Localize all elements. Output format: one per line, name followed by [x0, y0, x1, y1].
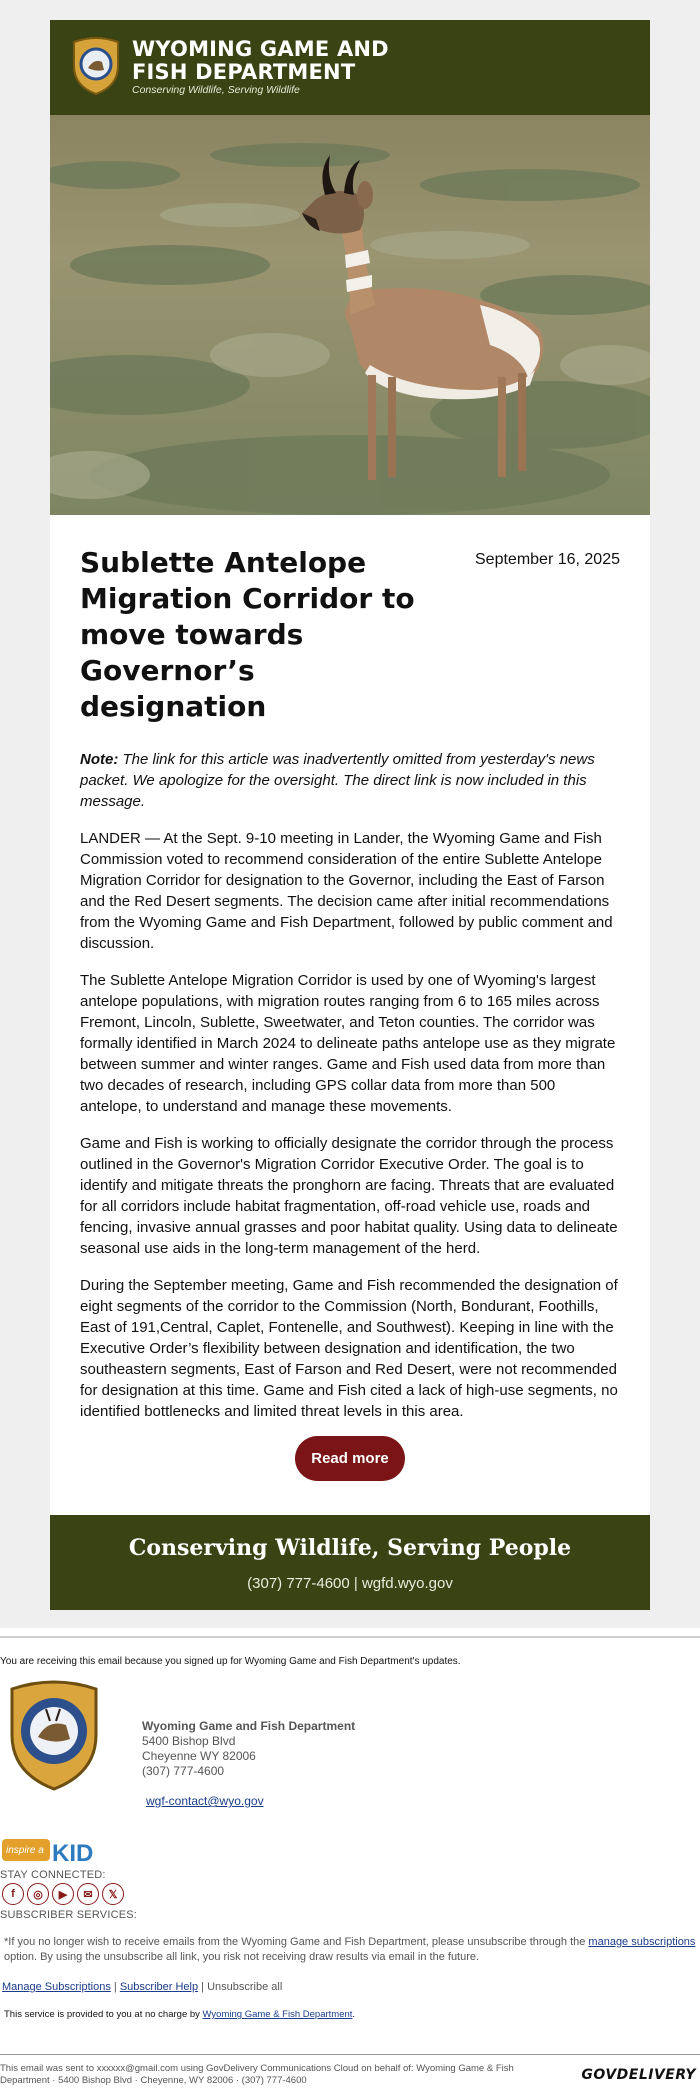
- org-email-link[interactable]: wgf-contact@wyo.gov: [146, 1794, 264, 1808]
- org-name: Wyoming Game and Fish Department: [142, 1719, 356, 1733]
- article-headline: Sublette Antelope Migration Corridor to move towards Governor’s designation: [80, 546, 415, 723]
- stay-connected-label: STAY CONNECTED:: [0, 1869, 106, 1881]
- read-more-wrap: [80, 1422, 620, 1495]
- instagram-icon[interactable]: ◎: [27, 1883, 49, 1905]
- article-note-label: Note:: [80, 751, 119, 768]
- email-icon[interactable]: ✉: [77, 1883, 99, 1905]
- org-title-line2: FISH DEPARTMENT: [132, 60, 356, 84]
- org-title-line1: WYOMING GAME AND: [132, 37, 389, 61]
- article-paragraph: The Sublette Antelope Migration Corridor is used by one of Wyoming's largest antelope populations, with migration routes ranging from 6 to 165 miles across Fremont, Lincoln, Sublette, Sweetwater, and Teton counties. The corridor was formally identified in March 2024 to delineate paths antelope use as they migrate between summer and winter ranges. Game and Fish used data from more than two decades of research, including GPS collar data from more than 500 antelope, to understand and manage these movements.: [80, 972, 616, 1115]
- hero-pronghorn-image: [50, 115, 650, 515]
- wgfd-large-badge-icon: [6, 1679, 102, 1791]
- youtube-icon[interactable]: ▶: [52, 1883, 74, 1905]
- read-more-button[interactable]: Read more: [295, 1436, 405, 1481]
- unsubscribe-notice: [0, 1935, 700, 1965]
- inspire-kid-logo[interactable]: [0, 1829, 700, 1869]
- link-separator: |: [113, 1981, 120, 1993]
- manage-subscriptions-link[interactable]: Manage Subscriptions: [2, 1981, 111, 1993]
- inspire-kid-logo-icon: [2, 1833, 102, 1867]
- subscriber-help-link[interactable]: Subscriber Help: [119, 1981, 199, 1993]
- org-tagline: Conserving Wildlife, Serving Wildlife: [132, 84, 300, 96]
- x-icon[interactable]: 𝕏: [102, 1883, 124, 1905]
- org-title: [132, 38, 389, 84]
- kid-label: KID: [52, 1840, 94, 1867]
- unsub-pre: *If you no longer wish to receive emails from the Wyoming Game and Fish Department, please unsubscribe through the: [4, 1936, 589, 1948]
- footer-contact[interactable]: (307) 777-4600 | wgfd.wyo.gov: [247, 1575, 453, 1592]
- manage-subscriptions-inline-link[interactable]: manage subscriptions: [588, 1936, 696, 1948]
- org-address1: 5400 Bishop Blvd: [142, 1734, 236, 1748]
- article-paragraph: LANDER — At the Sept. 9-10 meeting in Lander, the Wyoming Game and Fish Commission voted to recommend consideration of the entire Sublette Antelope Migration Corridor for designation to the Governor, including the East of Farson and the Red Desert segments. The decision came after initial recommendations from the Wyoming Game and Fish Department, followed by public comment and discussion.: [80, 830, 613, 952]
- social-icons: [2, 1883, 700, 1905]
- subscriber-services-label: SUBSCRIBER SERVICES:: [0, 1909, 138, 1921]
- link-separator: |: [201, 1981, 208, 1993]
- org-info: [142, 1719, 355, 1779]
- article: [50, 515, 650, 1515]
- email-card: [50, 20, 650, 1610]
- article-note: [80, 749, 620, 812]
- wgfd-link[interactable]: Wyoming Game & Fish Department: [202, 2009, 353, 2020]
- inspire-label: inspire a: [6, 1845, 44, 1856]
- bottom-footer: [0, 2054, 700, 2098]
- article-paragraph: During the September meeting, Game and Fish recommended the designation of eight segments of the corridor to the Commission (North, Bondurant, Foothills, East of 191,Central, Caplet, Fontenelle, and Southwest). Keeping in line with the Executive Order’s flexibility between designation and identification, the two southeastern segments, East of Farson and Red Desert, were not recommended for designation at this time. Game and Fish cited a lack of high-use segments, no identified bottlenecks and limited threat levels in this area.: [80, 1277, 618, 1420]
- facebook-icon[interactable]: f: [2, 1883, 24, 1905]
- service-notice: [0, 2009, 700, 2020]
- article-paragraph: Game and Fish is working to officially designate the corridor through the process outlined in the Governor's Migration Corridor Executive Order. The goal is to identify and mitigate threats the pronghorn are facing. Threats that are evaluated for all corridors include habitat fragmentation, off-road vehicle use, roads and fencing, invasive annual grasses and poor habitat quality. Using data to delineate seasonal use aids in the long-term management of the herd.: [80, 1135, 618, 1257]
- subscriber-links: [0, 1981, 700, 1993]
- wgfd-badge-icon: [70, 36, 122, 96]
- unsubscribe-all-link[interactable]: Unsubscribe all: [207, 1981, 283, 1993]
- footer-slogan: Conserving Wildlife, Serving People: [128, 1535, 572, 1561]
- subscription-notice: You are receiving this email because you signed up for Wyoming Game and Fish Department's updates.: [0, 1656, 461, 1667]
- org-address2: Cheyenne WY 82006: [142, 1749, 256, 1763]
- footer-banner: [50, 1515, 650, 1610]
- govdelivery-logo[interactable]: GOVDELIVERY: [581, 2067, 696, 2083]
- service-post: .: [352, 2009, 356, 2020]
- org-phone: (307) 777-4600: [142, 1764, 225, 1778]
- article-note-text: The link for this article was inadvertently omitted from yesterday's news packet. We apologize for the oversight. The direct link is now included in this message.: [80, 751, 595, 810]
- article-date: September 16, 2025: [475, 551, 620, 568]
- org-contact-block: [0, 1679, 700, 1829]
- unsub-post: option. By using the unsubscribe all link, you risk not receiving draw results via email in the future.: [4, 1951, 480, 1963]
- header-banner: [50, 20, 650, 115]
- sent-to-notice: This email was sent to xxxxxx@gmail.com using GovDelivery Communications Cloud on behalf of: Wyoming Game & Fish Department · 5400 Bishop Blvd · Cheyenne, WY 82006 · (307) 777-4600: [0, 2063, 514, 2086]
- service-pre: This service is provided to you at no charge by: [4, 2009, 203, 2020]
